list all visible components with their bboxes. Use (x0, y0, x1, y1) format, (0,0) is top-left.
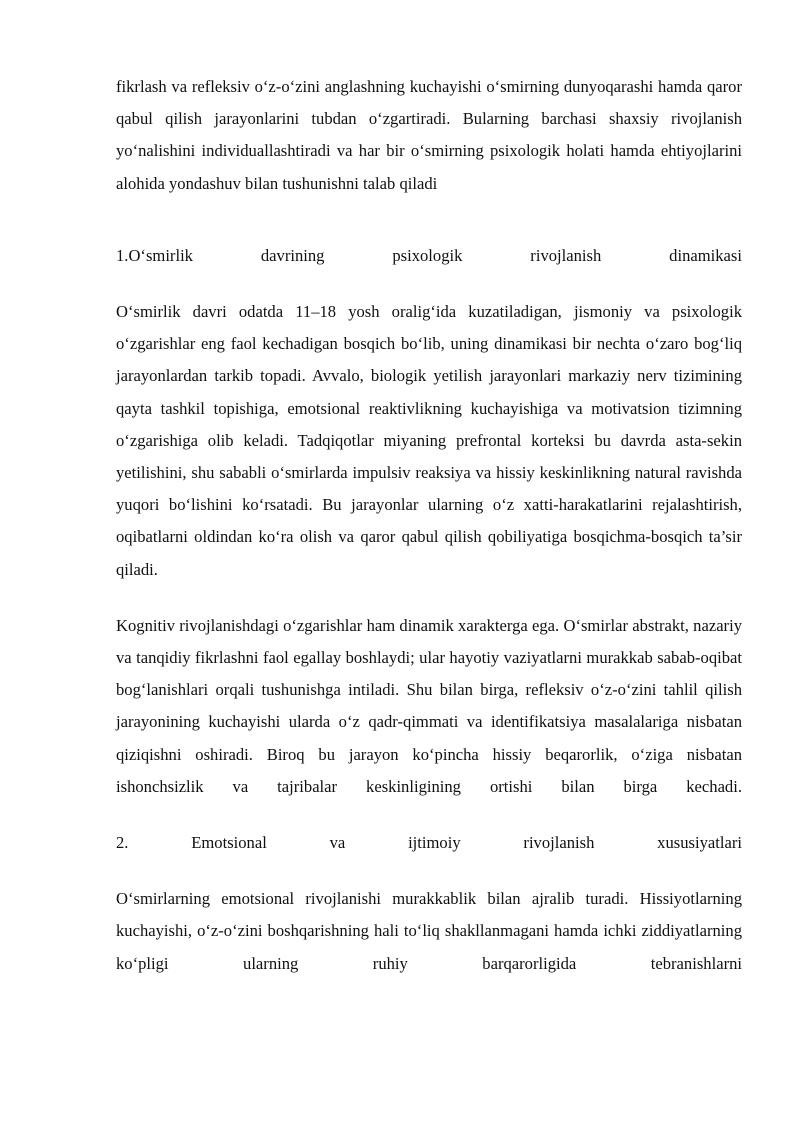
section1-paragraph-2: Kognitiv rivojlanishdagi o‘zgarishlar ham dinamik xarakterga ega. O‘smirlar abstrakt, nazariy va tanqidiy fikrlashni faol egallay boshlaydi; ular hayotiy vaziyatlarni murakkab sabab-oqibat bog‘lanishlari orqali tushunishga intiladi. Shu bilan birga, refleksiv o‘z-o‘zini tahlil qilish jarayonining kuchayishi ularda o‘z qadr-qimmati va identifikatsiya masalalariga nisbatan qiziqishni oshiradi. Biroq bu jarayon ko‘pincha hissiy beqarorlik, o‘ziga nisbatan ishonchsizlik va tajribalar keskinligining ortishi bilan birga kechadi. (116, 615, 742, 796)
spacer (116, 803, 742, 827)
intro-paragraph: fikrlash va refleksiv o‘z-o‘zini anglashning kuchayishi o‘smirning dunyoqarashi hamda qaror qabul qilish jarayonlarini tubdan o‘zgartiradi. Bularning barchasi shaxsiy rivojlanish yo‘nalishini individuallashtiradi va har bir o‘smirning psixologik holati hamda ehtiyojlarini alohida yondashuv bilan tushunishni talab qiladi (116, 77, 742, 193)
spacer (116, 272, 742, 296)
spacer (116, 586, 742, 610)
section1-paragraph-1: O‘smirlik davri odatda 11–18 yosh oralig‘ida kuzatiladigan, jismoniy va psixologik o‘zgarishlar eng faol kechadigan bosqich bo‘lib, uning dinamikasi bir nechta o‘zaro bog‘liq jarayonlardan tarkib topadi. Avvalo, biologik yetilish jarayonlari markaziy nerv tizimining qayta tashkil topishiga, emotsional reaktivlikning kuchayishiga va motivatsion tizimning o‘zgarishiga olib keladi. Tadqiqotlar miyaning prefrontal korteksi bu davrda asta-sekin yetilishini, shu sababli o‘smirlarda impulsiv reaksiya va hissiy keskinlikning natural ravishda yuqori bo‘lishini ko‘rsatadi. Bu jarayonlar ularning o‘z xatti-harakatlarini rejalashtirish, oqibatlarni oldindan ko‘ra olish va qaror qabul qilish qobiliyatiga bosqichma-bosqich ta’sir qiladi. (116, 302, 742, 579)
spacer (116, 859, 742, 883)
section2-paragraph-1: O‘smirlarning emotsional rivojlanishi murakkablik bilan ajralib turadi. Hissiyotlarning kuchayishi, o‘z-o‘zini boshqarishning hali to‘liq shakllanmagani hamda ichki ziddiyatlarning ko‘pligi ularning ruhiy barqarorligida tebranishlarni (116, 889, 742, 973)
spacer (116, 200, 742, 240)
document-page (116, 71, 742, 980)
section1-heading: 1.O‘smirlik davrining psixologik rivojlanish dinamikasi (116, 245, 742, 265)
section2-heading: 2. Emotsional va ijtimoiy rivojlanish xususiyatlari (116, 833, 742, 853)
